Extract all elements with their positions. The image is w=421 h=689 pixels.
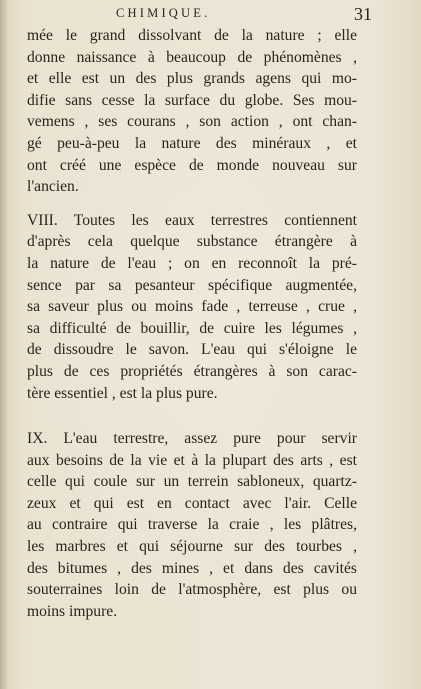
text-line: sa difficulté de bouillir, de cuire les légumes , xyxy=(27,319,357,337)
gutter-shadow xyxy=(0,0,8,689)
text-line: et elle est un des plus grands agens qui mo- xyxy=(27,70,357,88)
page-number: 31 xyxy=(354,4,372,24)
running-title: CHIMIQUE. xyxy=(116,6,211,20)
text-line: l'ancien. xyxy=(27,178,79,196)
text-line: VIII. Toutes les eaux terrestres contiennent xyxy=(27,211,357,229)
text-line: difie sans cesse la surface du globe. Ses mou- xyxy=(27,91,357,109)
running-head xyxy=(0,4,421,24)
text-line: aux besoins de la vie et à la plupart des arts , est xyxy=(27,451,357,469)
paragraph-gap xyxy=(27,198,357,210)
text-line: souterraines loin de l'atmosphère, est plus ou xyxy=(27,581,357,599)
paragraph-2 xyxy=(27,210,357,404)
paragraph-1 xyxy=(27,25,357,198)
text-line: la nature de l'eau ; on en reconnoît la pré- xyxy=(27,254,357,272)
text-line: plus de ces propriétés étrangères à son carac- xyxy=(27,362,357,380)
text-line: tère essentiel , est la plus pure. xyxy=(27,384,218,402)
text-line: sence par sa pesanteur spécifique augmentée, xyxy=(27,276,357,294)
paragraph-3 xyxy=(27,428,357,622)
text-line: donne naissance à beaucoup de phénomènes , xyxy=(27,48,357,66)
text-line: au contraire qui traverse la craie , les plâtres, xyxy=(27,516,357,534)
text-line: zeux et qui est en contact avec l'air. Celle xyxy=(27,494,357,512)
text-line: de dissoudre le savon. L'eau qui s'éloigne le xyxy=(27,341,357,359)
text-line: mée le grand dissolvant de la nature ; elle xyxy=(27,27,357,44)
text-line: les marbres et qui séjourne sur des tourbes , xyxy=(27,538,357,556)
text-line: des bitumes , des mines , et dans des cavités xyxy=(27,559,357,577)
text-line: d'après cela quelque substance étrangère à xyxy=(27,233,357,251)
body-text xyxy=(27,25,357,622)
text-line: vemens , ses courans , son action , ont chan- xyxy=(27,113,357,131)
text-line: celle qui coule sur un terrein sabloneux, quartz- xyxy=(27,473,357,491)
text-line: ont créé une espèce de monde nouveau sur xyxy=(27,156,357,174)
paragraph-gap xyxy=(27,404,357,428)
text-line: IX. L'eau terrestre, assez pure pour servir xyxy=(27,430,357,448)
text-line: moins impure. xyxy=(27,602,118,620)
text-line: sa saveur plus ou moins fade , terreuse , crue , xyxy=(27,298,357,316)
text-line: gé peu-à-peu la nature des minéraux , et xyxy=(27,134,357,152)
